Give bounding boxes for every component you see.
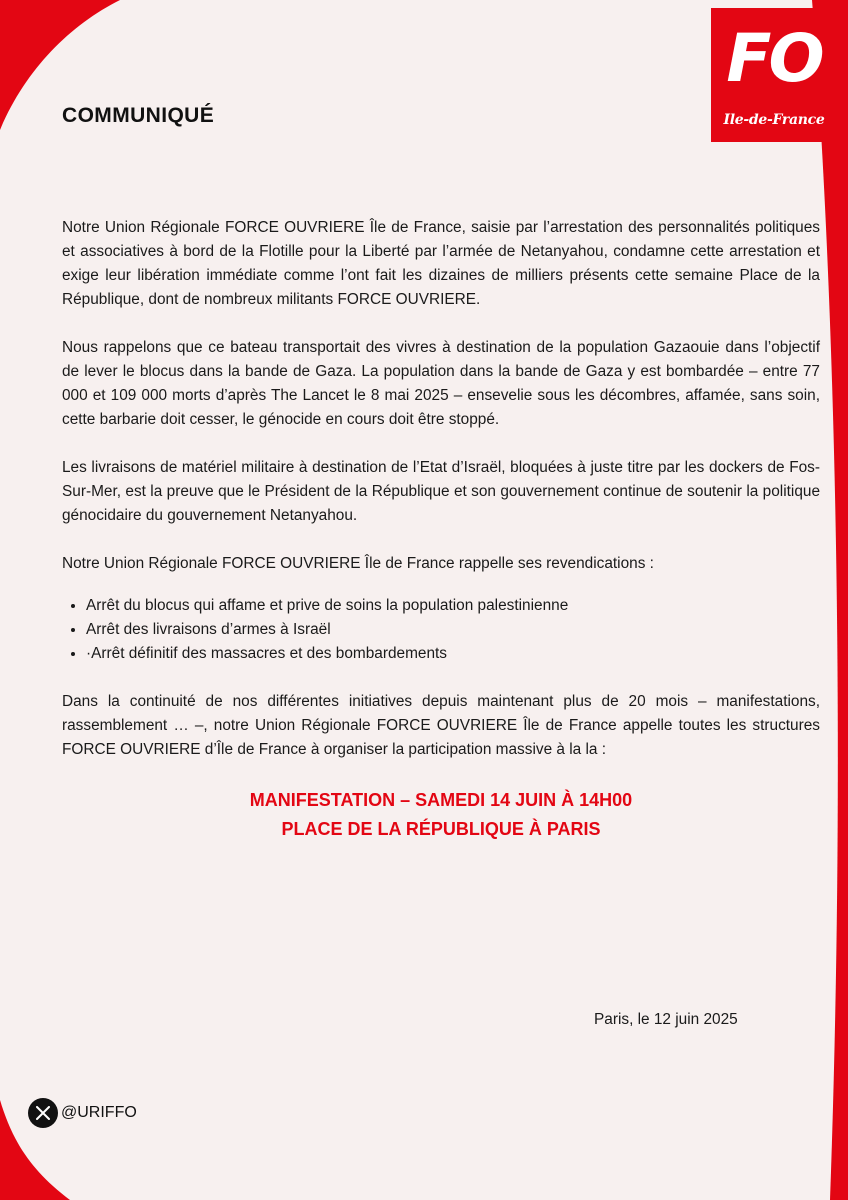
communique-body: [62, 216, 820, 786]
logo-mark: FO: [726, 20, 822, 97]
list-item: • ·Arrêt définitif des massacres et des bombardements: [86, 642, 820, 666]
cta-line-event: MANIFESTATION – SAMEDI 14 JUIN À 14H00: [249, 790, 633, 810]
page-title: COMMUNIQUÉ: [62, 104, 215, 127]
demands-list: [62, 594, 820, 666]
paragraph-demands-intro: Notre Union Régionale FORCE OUVRIERE Île de France rappelle ses revendications :: [62, 555, 654, 572]
call-to-action: [62, 786, 820, 844]
paragraph-arms: Les livraisons de matériel militaire à destination de l’Etat d’Israël, bloquées à juste titre par les dockers de Fos-Sur-Mer, est la preuve que le Président de la République et son gouvernement continue de soutenir la politique génocidaire du gouvernement Netanyahou.: [62, 459, 820, 524]
date-line: Paris, le 12 juin 2025: [594, 1011, 738, 1028]
fo-logo: [711, 8, 837, 142]
paragraph-arrest: Notre Union Régionale FORCE OUVRIERE Île de France, saisie par l’arrestation des personnalités politiques et associatives à bord de la Flotille pour la Liberté par l’armée de Netanyahou, condamne cette arrestation et exige leur libération immédiate comme l’ont fait les dizaines de milliers présents cette semaine Place de la République, dont de nombreux militants FORCE OUVRIERE.: [62, 219, 820, 308]
social-handle[interactable]: [28, 1097, 137, 1129]
social-handle-text[interactable]: @URIFFO: [61, 1104, 137, 1121]
logo-subtitle: Ile-de-France: [723, 112, 825, 128]
list-item: • Arrêt du blocus qui affame et prive de soins la population palestinienne: [86, 594, 820, 618]
paragraph-gaza: Nous rappelons que ce bateau transportait des vivres à destination de la population Gazaouie dans l’objectif de lever le blocus dans la bande de Gaza. La population dans la bande de Gaza y est bombardée – entre 77 000 et 109 000 morts d’après The Lancet le 8 mai 2025 – ensevelie sous les décombres, affamée, sans soin, cette barbarie doit cesser, le génocide en cours doit être stoppé.: [62, 339, 820, 428]
x-icon[interactable]: [28, 1098, 58, 1128]
list-item: • Arrêt des livraisons d’armes à Israël: [86, 618, 820, 642]
cta-line-place: PLACE DE LA RÉPUBLIQUE À PARIS: [281, 819, 601, 839]
paragraph-closing: Dans la continuité de nos différentes initiatives depuis maintenant plus de 20 mois – manifestations, rassemblement … –, notre Union Régionale FORCE OUVRIERE Île de France appelle toutes les structures FORCE OUVRIERE d’Île de France à organiser la participation massive à la la :: [62, 693, 820, 758]
